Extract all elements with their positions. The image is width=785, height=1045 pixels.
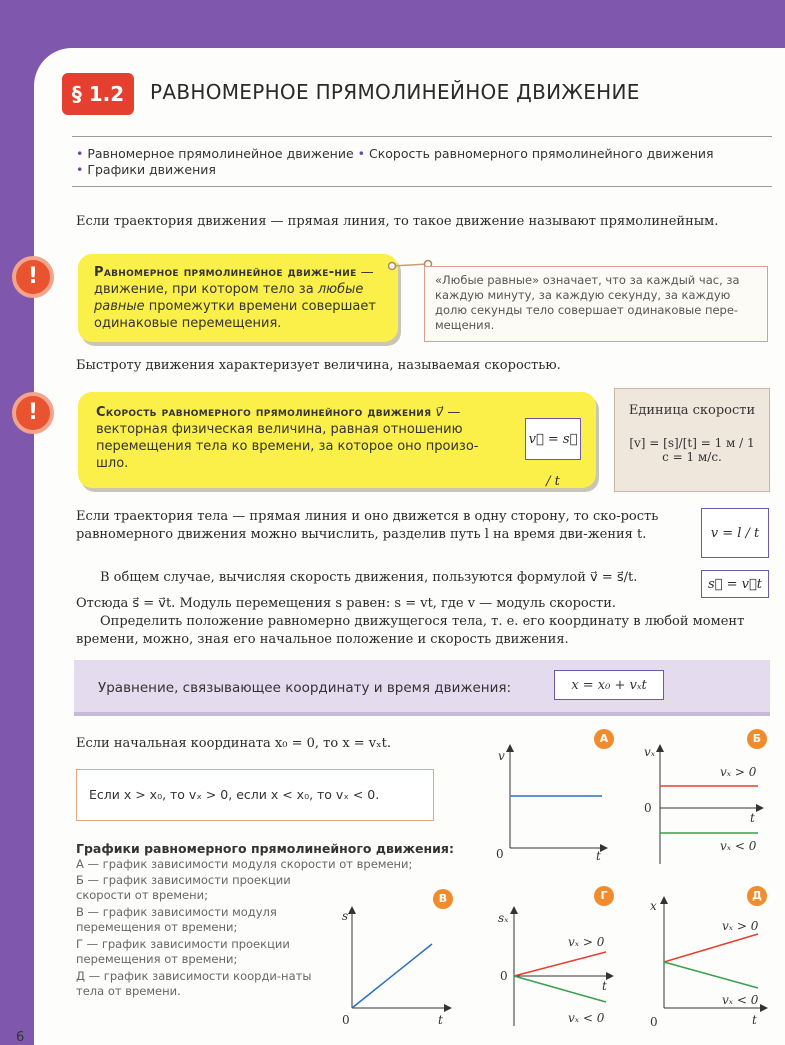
axis-label-t: t bbox=[596, 849, 601, 863]
speed-formula-box: v⃗ = s⃗ / t bbox=[525, 418, 581, 460]
positive-line bbox=[664, 934, 758, 962]
origin-label: 0 bbox=[650, 1015, 658, 1029]
displacement-formula-box: s⃗ = v⃗t bbox=[701, 570, 769, 598]
exclamation-icon: ! bbox=[12, 392, 54, 434]
speed-unit-box bbox=[614, 388, 770, 492]
page-number: 6 bbox=[16, 1030, 25, 1045]
position-paragraph: Определить положение равномерно движущегося тела, т. е. его координату в любой момент времени, можно, зная его начальное положение и скорость движения. bbox=[76, 614, 745, 647]
graphs-heading: Графики равномерного прямолинейного движения: bbox=[76, 841, 454, 856]
definition-text: — векторная физическая величина, равная отношению перемещения тела ко времени, за которое оно произо-шло. bbox=[96, 405, 479, 471]
hence-paragraph: Отсюда s⃗ = v⃗t. Модуль перемещения s равен: s = vt, где v — модуль скорости. bbox=[76, 596, 617, 611]
axis-label-v: v bbox=[498, 749, 505, 763]
axis-label-t: t bbox=[752, 1013, 757, 1027]
section-number-badge: § 1.2 bbox=[62, 73, 134, 115]
label-positive: vₓ > 0 bbox=[568, 935, 605, 949]
graph-g-projection-displacement bbox=[492, 906, 616, 1030]
speed-symbol: v⃗ bbox=[435, 405, 444, 420]
topics-list: • Равномерное прямолинейное движение • Скорость равномерного прямолинейного движения • Графики движения bbox=[76, 146, 714, 177]
negative-line bbox=[664, 962, 758, 988]
equation-band bbox=[74, 660, 770, 716]
displacement-line bbox=[352, 944, 432, 1008]
origin-label: 0 bbox=[500, 969, 508, 983]
graph-b-projection-speed bbox=[636, 740, 770, 870]
graph-badge-d: Д bbox=[747, 886, 767, 906]
definition-text-end: промежутки времени совершает одинаковые перемещения. bbox=[94, 299, 376, 331]
axis-label-sx: sₓ bbox=[498, 911, 509, 925]
note-any-equal: «Любые равные» означает, что за каждый час, за каждую минуту, за каждую секунду, за каждую долю секунды тело совершает одинаковые пере-мещения. bbox=[424, 266, 768, 342]
label-positive: vₓ > 0 bbox=[720, 765, 757, 779]
axis-label-t: t bbox=[602, 979, 607, 993]
positive-line bbox=[514, 952, 606, 976]
topic-item: Скорость равномерного прямолинейного движения bbox=[369, 146, 714, 161]
graph-badge-b: Б bbox=[747, 729, 767, 749]
graph-a-speed-time bbox=[492, 740, 612, 870]
definition-term: Скорость равномерного прямолинейного движения bbox=[96, 405, 432, 420]
divider-top bbox=[72, 136, 772, 137]
initial-coordinate-paragraph: Если начальная координата x₀ = 0, то x = vₓt. bbox=[76, 736, 392, 751]
equation-label: Уравнение, связывающее координату и время движения: bbox=[98, 680, 512, 696]
sign-rule-box: Если x > x₀, то vₓ > 0, если x < x₀, то vₓ < 0. bbox=[76, 769, 434, 821]
graph-badge-a: А bbox=[594, 729, 614, 749]
label-negative: vₓ < 0 bbox=[720, 839, 757, 853]
graph-description: Г — график зависимости проекции перемещения от времени; bbox=[76, 937, 290, 967]
axis-label-s: s bbox=[342, 909, 349, 923]
coordinate-equation-box: x = x₀ + vₓt bbox=[554, 670, 664, 700]
path-paragraph: Если траектория тела — прямая линия и оно движется в одну сторону, то ско-рость равномерного движения можно вычислить, разделив путь l на время дви-жения t. bbox=[76, 509, 659, 542]
graph-badge-g: Г bbox=[594, 886, 614, 906]
exclamation-icon: ! bbox=[12, 256, 54, 298]
graph-description: А — график зависимости модуля скорости от времени; bbox=[76, 857, 413, 871]
general-paragraph: В общем случае, вычисляя скорость движения, пользуются формулой v⃗ = s⃗/t. bbox=[100, 570, 638, 585]
origin-label: 0 bbox=[644, 801, 652, 815]
axis-label-t: t bbox=[438, 1013, 443, 1027]
path-formula-box: v = l / t bbox=[701, 508, 769, 558]
topic-item: Графики движения bbox=[87, 162, 216, 177]
definition-text: — движение, при котором тело за bbox=[94, 265, 374, 297]
definition-uniform-motion bbox=[78, 254, 398, 342]
topic-item: Равномерное прямолинейное движение bbox=[87, 146, 354, 161]
section-title: РАВНОМЕРНОЕ ПРЯМОЛИНЕЙНОЕ ДВИЖЕНИЕ bbox=[150, 80, 640, 104]
intro-paragraph: Если траектория движения — прямая линия, то такое движение называют прямолинейным. bbox=[76, 214, 719, 229]
label-positive: vₓ > 0 bbox=[722, 919, 759, 933]
origin-label: 0 bbox=[342, 1013, 350, 1027]
graph-description: В — график зависимости модуля перемещения от времени; bbox=[76, 905, 277, 935]
graph-v-displacement-time bbox=[338, 906, 454, 1030]
axis-label-vx: vₓ bbox=[644, 745, 656, 759]
graph-badge-v: В bbox=[433, 889, 453, 909]
speed-intro: Быстроту движения характеризует величина, называемая скоростью. bbox=[76, 358, 561, 373]
negative-line bbox=[514, 976, 606, 1002]
origin-label: 0 bbox=[496, 847, 504, 861]
axis-label-x: x bbox=[650, 899, 657, 913]
label-negative: vₓ < 0 bbox=[568, 1011, 605, 1025]
label-negative: vₓ < 0 bbox=[722, 993, 759, 1007]
axis-label-t: t bbox=[750, 811, 755, 825]
definition-speed bbox=[78, 392, 596, 488]
definition-term: Равномерное прямолинейное движе-ние bbox=[94, 265, 357, 280]
unit-title: Единица скорости bbox=[628, 403, 756, 418]
graph-d-coordinate-time bbox=[646, 896, 770, 1030]
divider-bottom bbox=[72, 186, 772, 187]
graph-description: Д — график зависимости коорди-наты тела от времени. bbox=[76, 969, 312, 999]
graph-description: Б — график зависимости проекции скорости от времени; bbox=[76, 873, 291, 903]
unit-formula: [v] = [s]/[t] = 1 м / 1 с = 1 м/с. bbox=[629, 436, 755, 464]
definition-emphasis: любые равные bbox=[94, 282, 364, 314]
